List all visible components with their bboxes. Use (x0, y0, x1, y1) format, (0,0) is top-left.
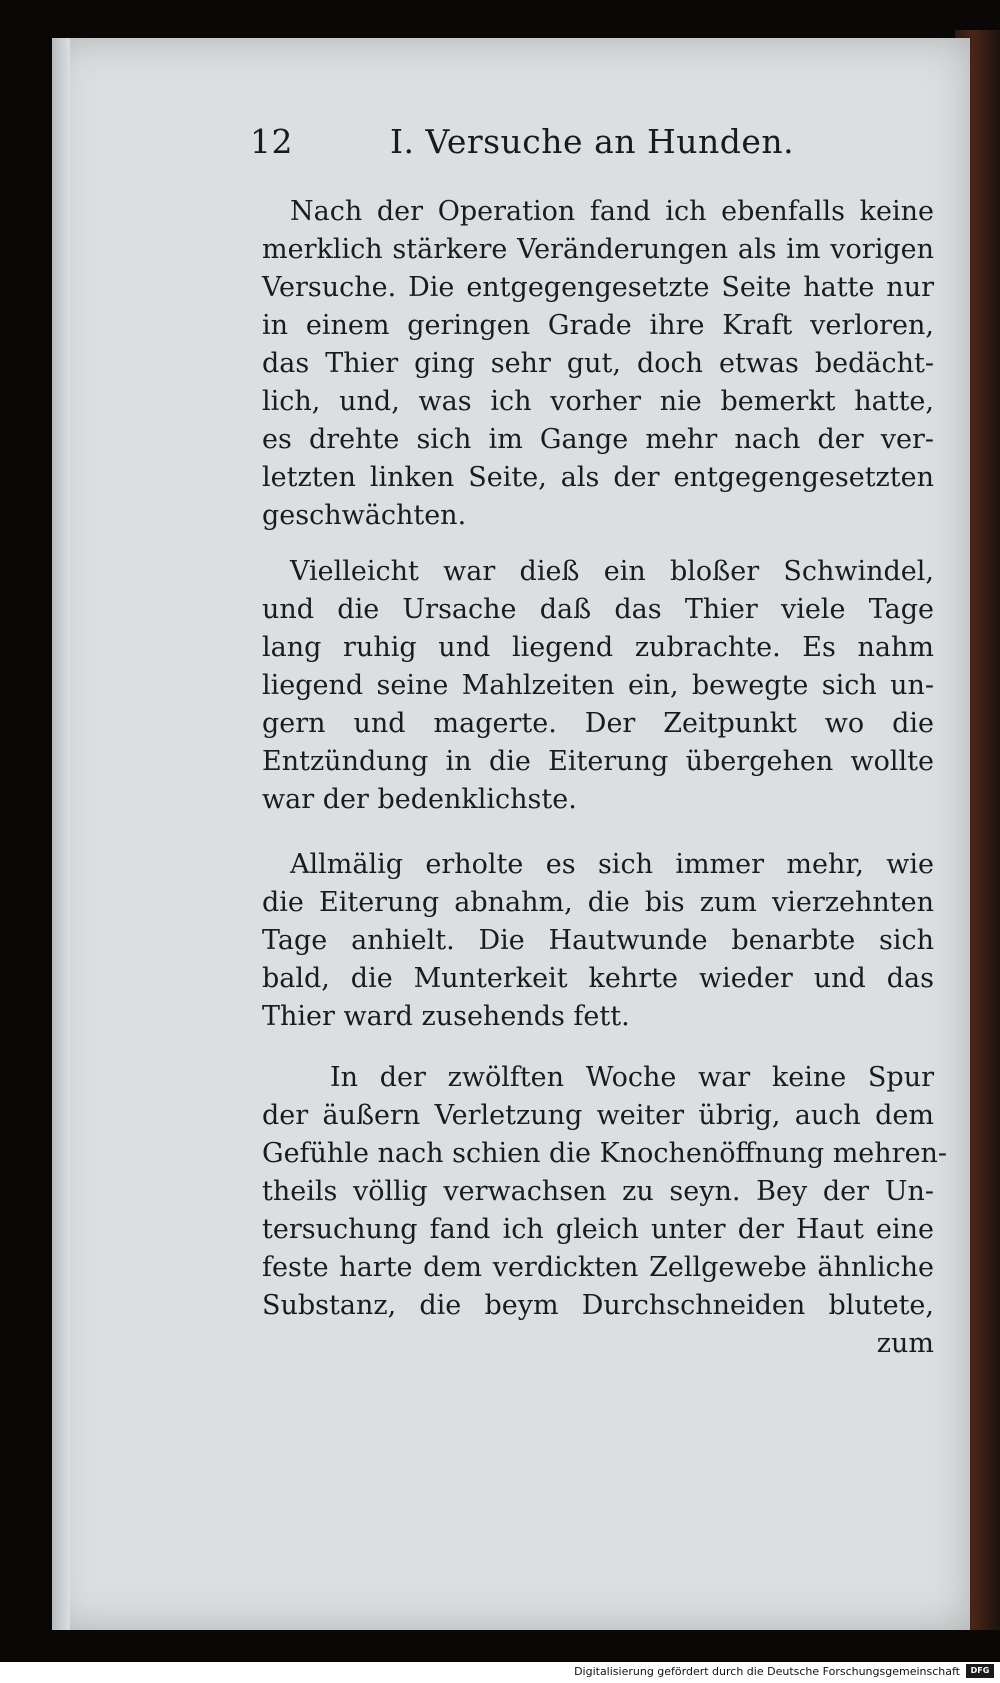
text-line: Tage anhielt. Die Hautwunde benarbte sich (262, 925, 934, 956)
text-line: war der bedenklichste. (262, 784, 577, 815)
catchword: zum (876, 1328, 934, 1359)
page-number: 12 (250, 122, 293, 161)
text-line: Nach der Operation fand ich ebenfalls keine (290, 196, 934, 227)
text-line: Allmälig erholte es sich immer mehr, wie (290, 849, 934, 880)
text-line: lich, und, was ich vorher nie bemerkt hatte, (262, 386, 934, 417)
text-line: merklich stärkere Veränderungen als im vorigen (262, 234, 934, 265)
page-shadow-edge (52, 38, 70, 1630)
text-line: und die Ursache daß das Thier viele Tage (262, 594, 934, 625)
text-line: geschwächten. (262, 500, 467, 531)
text-line: Entzündung in die Eiterung übergehen wollte (262, 746, 934, 777)
text-line: In der zwölften Woche war keine Spur (330, 1062, 934, 1093)
text-line: Vielleicht war dieß ein bloßer Schwindel, (290, 556, 934, 587)
text-line: die Eiterung abnahm, die bis zum vierzehnten (262, 887, 934, 918)
text-line: Versuche. Die entgegengesetzte Seite hatte nur (262, 272, 934, 303)
text-line: theils völlig verwachsen zu seyn. Bey der Un- (262, 1176, 934, 1207)
text-line: Thier ward zusehends fett. (262, 1001, 630, 1032)
text-line: Gefühle nach schien die Knochenöffnung mehren- (262, 1138, 948, 1169)
text-line: das Thier ging sehr gut, doch etwas bedächt- (262, 348, 934, 379)
text-line: feste harte dem verdickten Zellgewebe ähnliche (262, 1252, 934, 1283)
text-line: tersuchung fand ich gleich unter der Haut eine (262, 1214, 934, 1245)
dfg-logo: DFG (966, 1664, 994, 1678)
text-line: liegend seine Mahlzeiten ein, bewegte sich un- (262, 670, 934, 701)
text-line: letzten linken Seite, als der entgegengesetzten (262, 462, 934, 493)
text-line: lang ruhig und liegend zubrachte. Es nahm (262, 632, 934, 663)
running-title: I. Versuche an Hunden. (390, 122, 795, 161)
text-line: gern und magerte. Der Zeitpunkt wo die (262, 708, 934, 739)
text-line: bald, die Munterkeit kehrte wieder und das (262, 963, 934, 994)
text-line: der äußern Verletzung weiter übrig, auch dem (262, 1100, 934, 1131)
text-line: in einem geringen Grade ihre Kraft verloren, (262, 310, 934, 341)
footer-credit: Digitalisierung gefördert durch die Deutsche Forschungsgemeinschaft (574, 1665, 960, 1678)
text-line: es drehte sich im Gange mehr nach der ver- (262, 424, 934, 455)
text-line: Substanz, die beym Durchschneiden blutete, (262, 1290, 934, 1321)
